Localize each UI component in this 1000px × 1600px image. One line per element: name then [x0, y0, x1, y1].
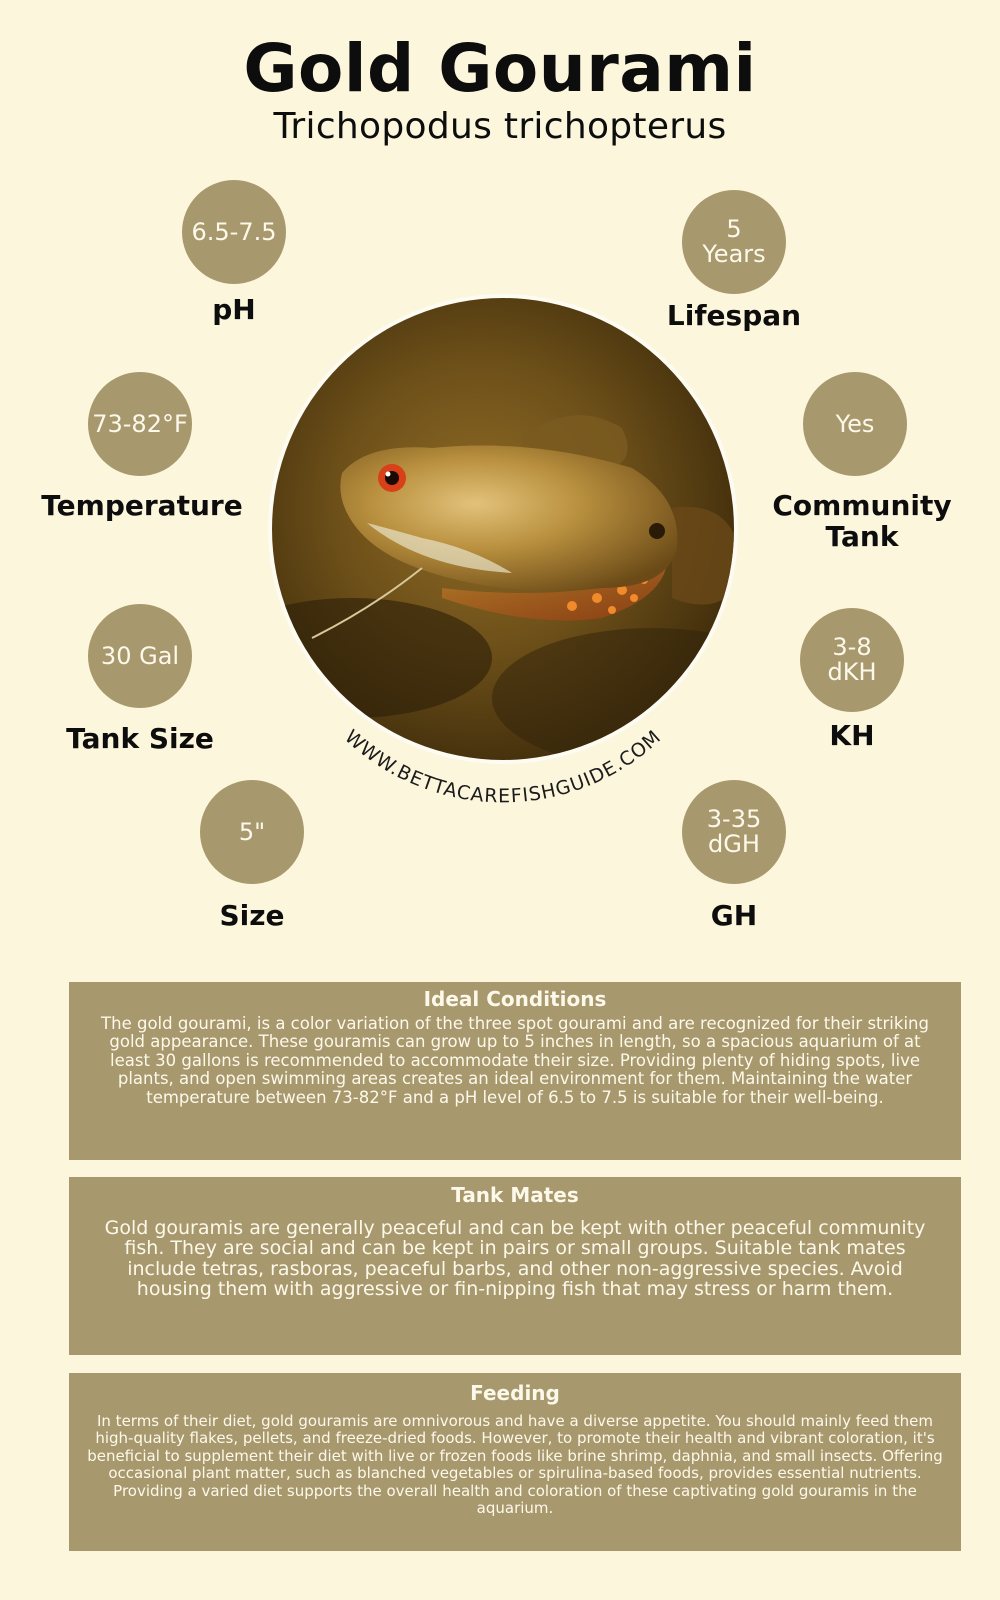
ideal-conditions-heading: Ideal Conditions	[423, 987, 607, 1011]
gh-label: GH	[710, 899, 758, 932]
size-value-circle: 5"	[200, 780, 304, 884]
feeding-heading: Feeding	[470, 1381, 560, 1405]
ideal-conditions-text: The gold gourami, is a color variation of the three spot gourami and are recognized for their striking gold appearance. These gouramis can grow up to 5 inches in length, so a spacious aquarium of at least 30 gallons is recommended to accommodate their size. Providing plenty of hiding spots, live plants, and open swimming areas creates an ideal environment for them. Maintaining the water temperature between 73-82°F and a pH level of 6.5 to 7.5 is suitable for their well-being.	[101, 1013, 929, 1107]
kh-label: KH	[829, 719, 875, 752]
ph-label: pH	[212, 293, 256, 326]
tank-size-value-circle: 30 Gal	[88, 604, 192, 708]
feeding-panel	[69, 1373, 961, 1551]
lifespan-value-circle: 5 Years	[682, 190, 786, 294]
community-tank-label: Community Tank	[772, 489, 952, 553]
feeding-text: In terms of their diet, gold gouramis are omnivorous and have a diverse appetite. You should mainly feed them high-quality flakes, pellets, and freeze-dried foods. However, to promote their health and vibrant coloration, it's beneficial to supplement their diet with live or frozen foods like brine shrimp, daphnia, and small insects. Offering occasional plant matter, such as blanched vegetables or spirulina-based foods, provides essential nutrients. Providing a varied diet supports the overall health and coloration of these captivating gold gouramis in the aquarium.	[87, 1411, 943, 1517]
ideal-conditions-panel	[69, 982, 961, 1160]
gh-value-circle: 3-35 dGH	[682, 780, 786, 884]
tank-mates-text: Gold gouramis are generally peaceful and can be kept with other peaceful community fish. They are social and can be kept in pairs or small groups. Suitable tank mates include tetras, rasboras, peaceful barbs, and other non-aggressive species. Avoid housing them with aggressive or fin-nipping fish that may stress or harm them.	[104, 1216, 926, 1300]
ph-value-circle: 6.5-7.5	[182, 180, 286, 284]
temperature-label: Temperature	[41, 489, 243, 522]
tank-size-label: Tank Size	[66, 722, 214, 755]
temperature-value-circle: 73-82°F	[88, 372, 192, 476]
kh-value-circle: 3-8 dKH	[800, 608, 904, 712]
community-value-circle: Yes	[803, 372, 907, 476]
size-label: Size	[219, 899, 285, 932]
lifespan-label: Lifespan	[666, 299, 802, 332]
page-title: Gold Gourami	[243, 30, 757, 107]
website-url: WWW.BETTACAREFISHGUIDE.COM	[340, 725, 666, 808]
tank-mates-heading: Tank Mates	[451, 1183, 579, 1207]
svg-text:WWW.BETTACAREFISHGUIDE.COM	[340, 726, 665, 808]
scientific-name: Trichopodus trichopterus	[273, 106, 727, 147]
tank-mates-panel	[69, 1177, 961, 1355]
website-watermark	[268, 294, 738, 814]
